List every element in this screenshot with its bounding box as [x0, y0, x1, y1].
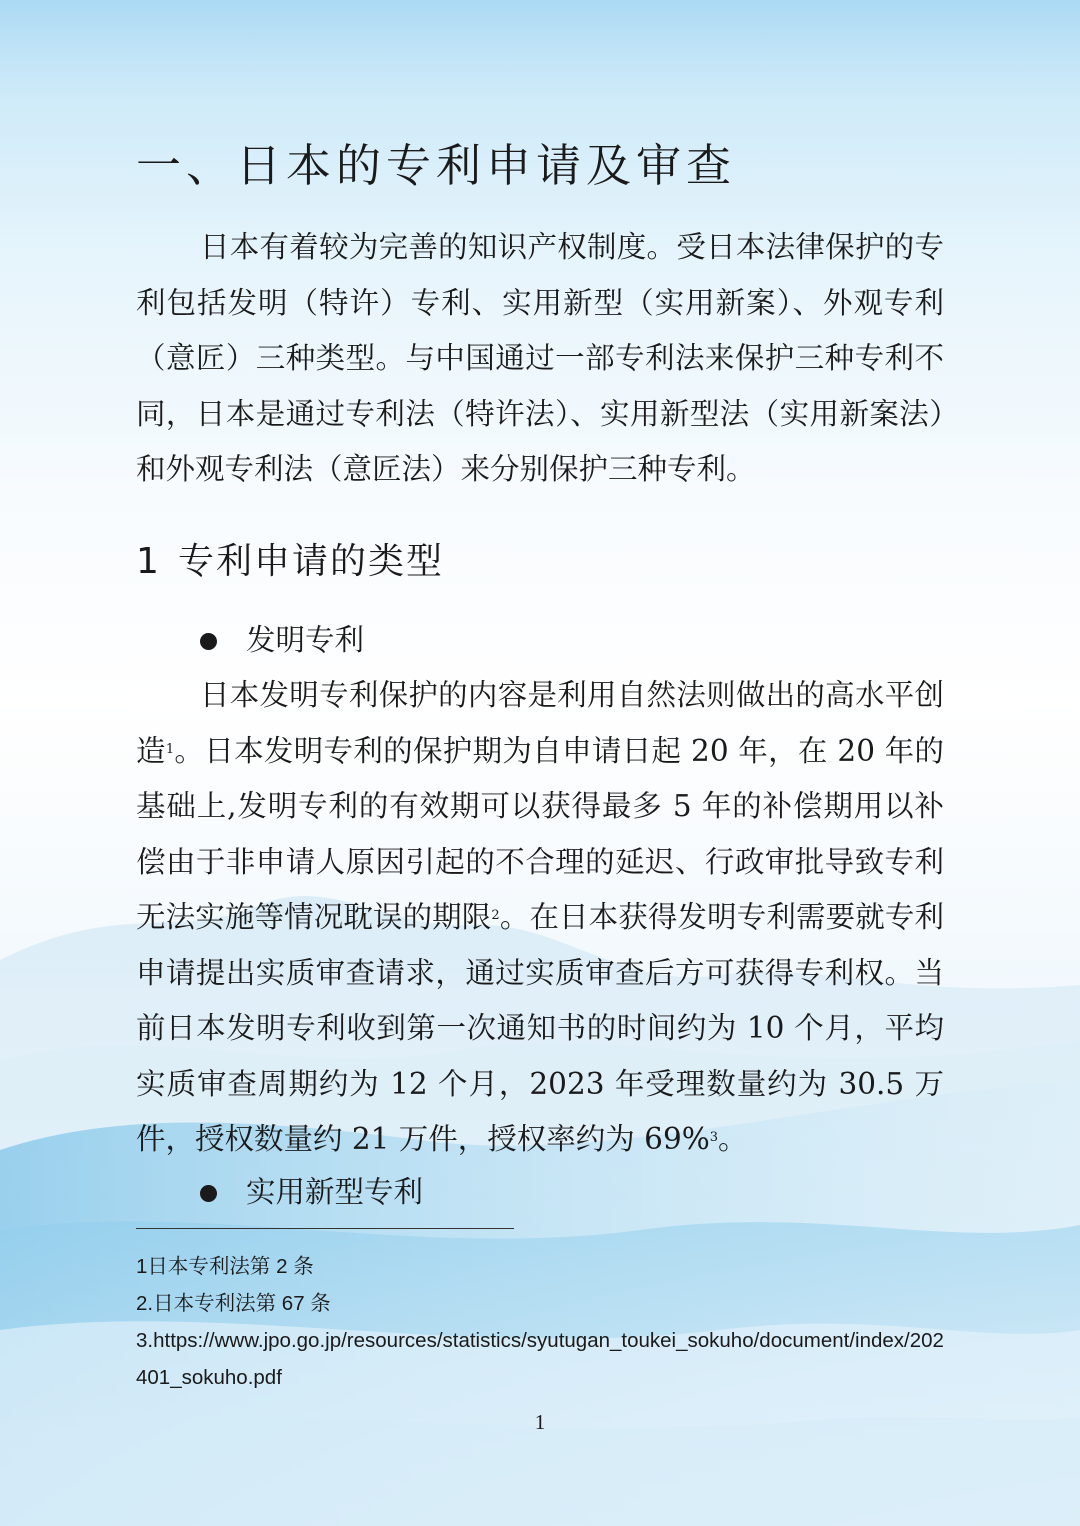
invention-text-part3: 。在日本获得发明专利需要就专利申请提出实质审查请求，通过实质审查后方可获得专利权。当前日本发明专利收到第一次通知书的时间约为 10 个月，平均实质审查周期约为 12 个月，2023 年受理数量约为 30.5 万件，授权数量约 21 万件，授权率约为 69%	[136, 900, 944, 1156]
footnote-3-link[interactable]: 3.https://www.jpo.go.jp/resources/statistics/syutugan_toukei_sokuho/document/index/202401_sokuho.pdf	[136, 1329, 944, 1389]
invention-text-part4: 。	[718, 1122, 748, 1156]
section-heading	[136, 534, 444, 590]
bullet-dot-icon	[200, 633, 217, 650]
section-number: 1	[136, 541, 161, 582]
bullet-label: 实用新型专利	[246, 1175, 424, 1209]
intro-paragraph: 日本有着较为完善的知识产权制度。受日本法律保护的专利包括发明（特许）专利、实用新型（实用新案）、外观专利（意匠）三种类型。与中国通过一部专利法来保护三种专利不同，日本是通过专利法（特许法）、实用新型法（实用新案法）和外观专利法（意匠法）来分别保护三种专利。	[136, 230, 944, 486]
invention-text-part1: 日本发明专利保护的内容是利用自然法则做出的高水平创造	[136, 678, 944, 768]
chapter-heading: 一、日本的专利申请及审查	[136, 139, 737, 192]
footnote-ref-3[interactable]: 3	[709, 1130, 719, 1145]
invention-paragraph	[136, 668, 944, 1168]
footnote-2: 2.日本专利法第 67 条	[136, 1292, 331, 1315]
invention-text-part2: 。日本发明专利的保护期为自申请日起 20 年，在 20 年的基础上,发明专利的有效期可以获得最多 5 年的补偿期用以补偿由于非申请人原因引起的不合理的延迟、行政审批导致专利无法实施等情况耽误的期限	[136, 733, 944, 934]
footnote-ref-2[interactable]: 2	[491, 908, 500, 923]
section-title: 专利申请的类型	[178, 541, 445, 582]
bullet-dot-icon	[200, 1185, 217, 1202]
bullet-label: 发明专利	[246, 623, 365, 657]
footnote-1: 1日本专利法第 2 条	[136, 1255, 314, 1278]
page-number: 1	[534, 1410, 546, 1434]
footnotes	[136, 1248, 946, 1396]
footnote-divider	[136, 1228, 514, 1229]
footnote-ref-1[interactable]: 1	[165, 741, 175, 757]
